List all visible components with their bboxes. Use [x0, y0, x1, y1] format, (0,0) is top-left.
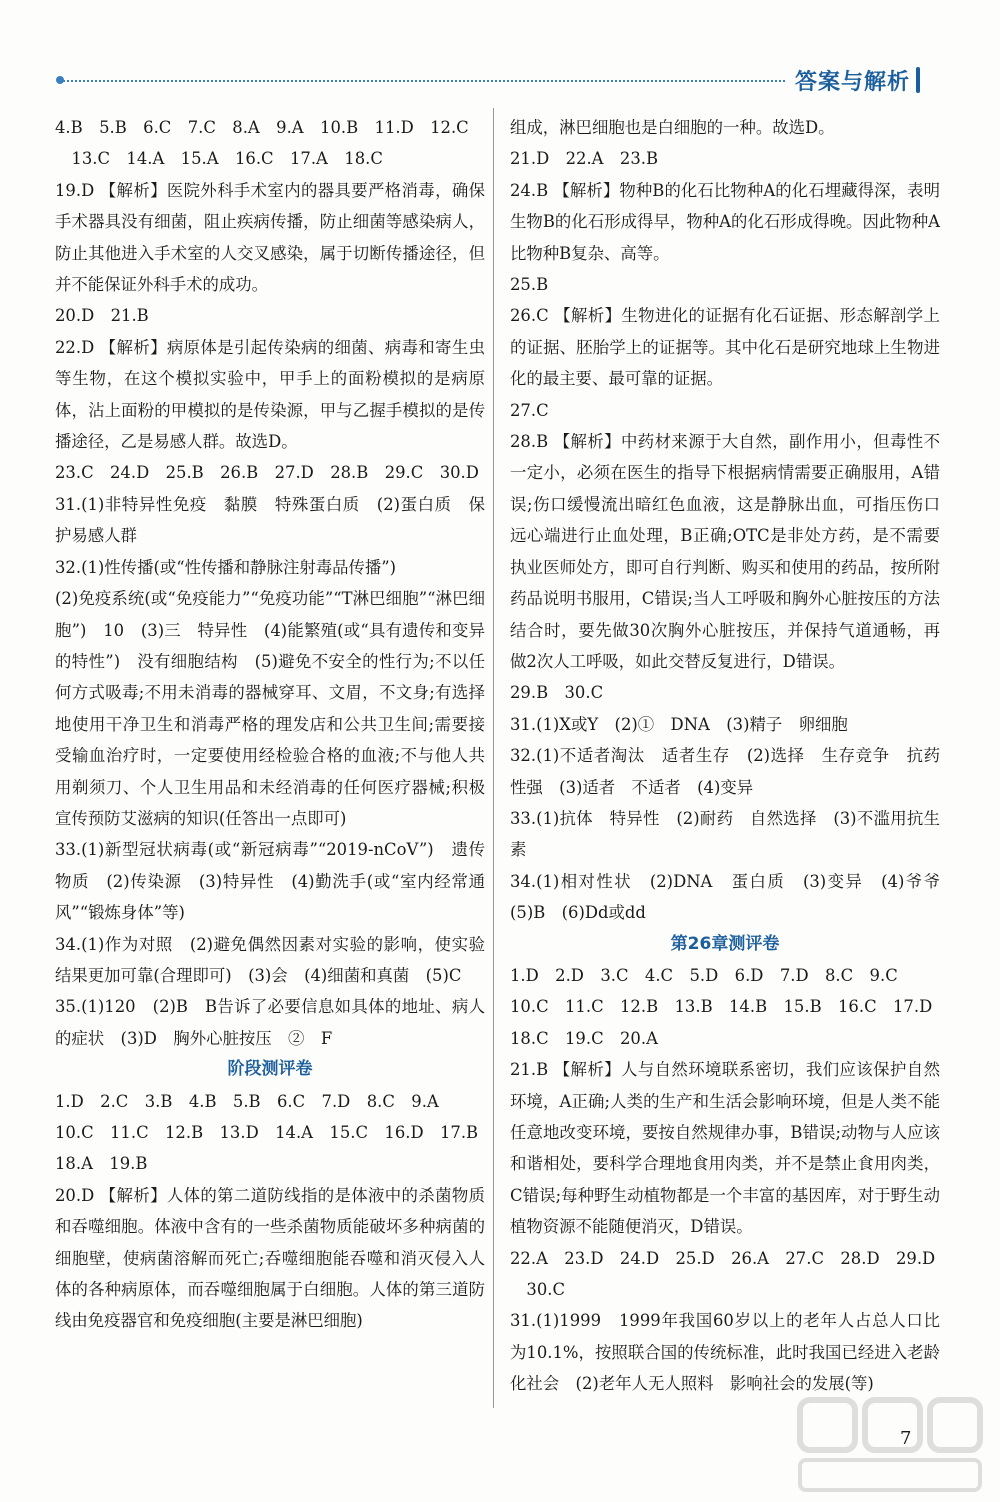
answer-line: 31.(1)X或Y (2)① DNA (3)精子 卵细胞: [510, 714, 848, 734]
answer-line: 10.C 11.C 12.B 13.D 14.A 15.C 16.D 17.B: [55, 1123, 479, 1142]
answer-line: 组成，淋巴细胞也是白细胞的一种。故选D。: [510, 118, 835, 137]
watermark-logo-icon: [790, 1390, 990, 1500]
answer-line: 23.C 24.D 25.B 26.B 27.D 28.B 29.C 30.D: [55, 463, 479, 483]
answer-paragraph: 34.(1)作为对照 (2)避免偶然因素对实验的影响，使实验结果更加可靠(合理即可) (3)会 (4)细菌和真菌 (5)C: [55, 934, 485, 985]
answer-paragraph: 31.(1)1999 1999年我国60岁以上的老年人占总人口比为10.1%，按照联合国的传统标准，此时我国已经进入老龄化社会 (2)老年人无人照料 影响社会的发展(等): [510, 1311, 940, 1394]
header-bracket-mark: [916, 67, 920, 93]
answer-paragraph: 22.D 【解析】病原体是引起传染病的细菌、病毒和寄生虫等生物，在这个模拟实验中，甲手上的面粉模拟的是病原体，沾上面粉的甲模拟的是传染源，甲与乙握手模拟的是传播途径，乙是易感人群。故选D。: [55, 337, 485, 452]
page-number: 7: [900, 1428, 912, 1449]
answer-line: 4.B 5.B 6.C 7.C 8.A 9.A 10.B 11.D 12.C: [55, 118, 469, 137]
answer-paragraph: 33.(1)抗体 特异性 (2)耐药 自然选择 (3)不滥用抗生素: [510, 808, 940, 860]
answer-paragraph: 34.(1)相对性状 (2)DNA 蛋白质 (3)变异 (4)爷爷 (5)B (6)Dd或dd: [510, 871, 957, 923]
answer-line: 18.A 19.B: [55, 1154, 148, 1174]
column-divider: [493, 108, 494, 1408]
answer-line: 18.C 19.C 20.A: [510, 1028, 658, 1048]
section-title-stage-test: 阶段测评卷: [227, 1059, 313, 1080]
answer-paragraph: 35.(1)120 (2)B B告诉了必要信息如具体的地址、病人的症状 (3)D 胸外心脏按压 ② F: [55, 997, 485, 1048]
answer-paragraph: 20.D 【解析】人体的第二道防线指的是体液中的杀菌物质和吞噬细胞。体液中含有的一些杀菌物质能破坏多种病菌的细胞壁，使病菌溶解而死亡;吞噬细胞能吞噬和消灭侵入人体的各种病原体，而吞噬细胞属于白细胞。人体的第三道防线由免疫器官和免疫细胞(主要是淋巴细胞): [55, 1185, 485, 1331]
answer-line: 1.D 2.D 3.C 4.C 5.D 6.D 7.D 8.C 9.C: [510, 965, 898, 985]
answer-paragraph: 32.(1)不适者淘汰 适者生存 (2)选择 生存竞争 抗药性强 (3)适者 不适者 (4)变异: [510, 746, 940, 797]
header-title-text: 答案与解析: [795, 69, 911, 95]
answer-paragraph: 24.B 【解析】物种B的化石比物种A的化石埋藏得深，表明生物B的化石形成得早，物种A的化石形成得晚。因此物种A比物种B复杂、高等。: [510, 180, 940, 263]
section-title-chapter-26: 第26章测评卷: [670, 933, 780, 954]
answer-line: 13.C 14.A 15.A 16.C 17.A 18.C: [55, 149, 383, 169]
header-title: [795, 62, 945, 98]
answer-paragraph: 26.C 【解析】生物进化的证据有化石证据、形态解剖学上的证据、胚胎学上的证据等。其中化石是研究地球上生物进化的最主要、最可靠的证据。: [510, 306, 940, 389]
answer-line: 22.A 23.D 24.D 25.D 26.A 27.C 28.D 29.D: [510, 1248, 936, 1268]
header-dotted-rule: [60, 80, 785, 82]
answer-paragraph: 21.B 【解析】人与自然环境联系密切，我们应该保护自然环境，A正确;人类的生产和生活会影响环境，但是人类不能任意地改变环境，要按自然规律办事，B错误;动物与人应该和谐相处，要科学合理地食用肉类，并不是禁止食用肉类，C错误;每种野生动植物都是一个丰富的基因库，对于野生动植物资源不能随便消灭，D错误。: [510, 1060, 940, 1237]
answer-line: 32.(1)性传播(或“性传播和静脉注射毒品传播”): [55, 557, 397, 577]
answer-line: 30.C: [510, 1280, 565, 1300]
answer-paragraph: 31.(1)非特异性免疫 黏膜 特殊蛋白质 (2)蛋白质 保护易感人群: [55, 494, 485, 546]
right-column: [510, 112, 957, 1400]
answer-paragraph: (2)免疫系统(或“免疫能力”“免疫功能”“T淋巴细胞”“淋巴细胞”) 10 (3)三 特异性 (4)能繁殖(或“具有遗传和变异的特性”) 没有细胞结构 (5)避免不安全的性行为;不以任何方式吸毒;不用未消毒的器械穿耳、文眉，不文身;有选择地使用干净卫生和消毒严格的理发店和公共卫生间;需要接受输血治疗时，一定要使用经检验合格的血液;不与他人共用剃须刀、个人卫生用品和未经消毒的任何医疗器械;积极宣传预防艾滋病的知识(任答出一点即可): [55, 589, 485, 828]
answer-line: 20.D 21.B: [55, 306, 149, 326]
answer-paragraph: 28.B 【解析】中药材来源于大自然，副作用小，但毒性不一定小，必须在医生的指导下根据病情需要正确服用，A错误;伤口缓慢流出暗红色血液，这是静脉出血，可指压伤口远心端进行止血处理，B正确;OTC是非处方药，是不需要执业医师处方，即可自行判断、购买和使用的药品，按所附药品说明书服用，C错误;当人工呼吸和胸外心脏按压的方法结合时，要先做30次胸外心脏按压，并保持气道通畅，再做2次人工呼吸，如此交替反复进行，D错误。: [510, 432, 940, 671]
answer-line: 29.B 30.C: [510, 683, 604, 703]
answer-line: 21.D 22.A 23.B: [510, 149, 659, 169]
answer-paragraph: 33.(1)新型冠状病毒(或“新冠病毒”“2019-nCoV”) 遗传物质 (2)传染源 (3)特异性 (4)勤洗手(或“室内经常通风”“锻炼身体”等): [55, 840, 485, 923]
answer-paragraph: 19.D 【解析】医院外科手术室内的器具要严格消毒，确保手术器具没有细菌，阻止疾病传播，防止细菌等感染病人，防止其他进入手术室的人交叉感染，属于切断传播途径，但并不能保证外科手术的成功。: [55, 180, 485, 295]
answer-line: 10.C 11.C 12.B 13.B 14.B 15.B 16.C 17.D: [510, 997, 933, 1017]
left-column: [55, 112, 485, 1337]
answer-line: 1.D 2.C 3.B 4.B 5.B 6.C 7.D 8.C 9.A: [55, 1091, 439, 1111]
answer-line: 25.B: [510, 275, 549, 295]
answer-line: 27.C: [510, 400, 549, 420]
